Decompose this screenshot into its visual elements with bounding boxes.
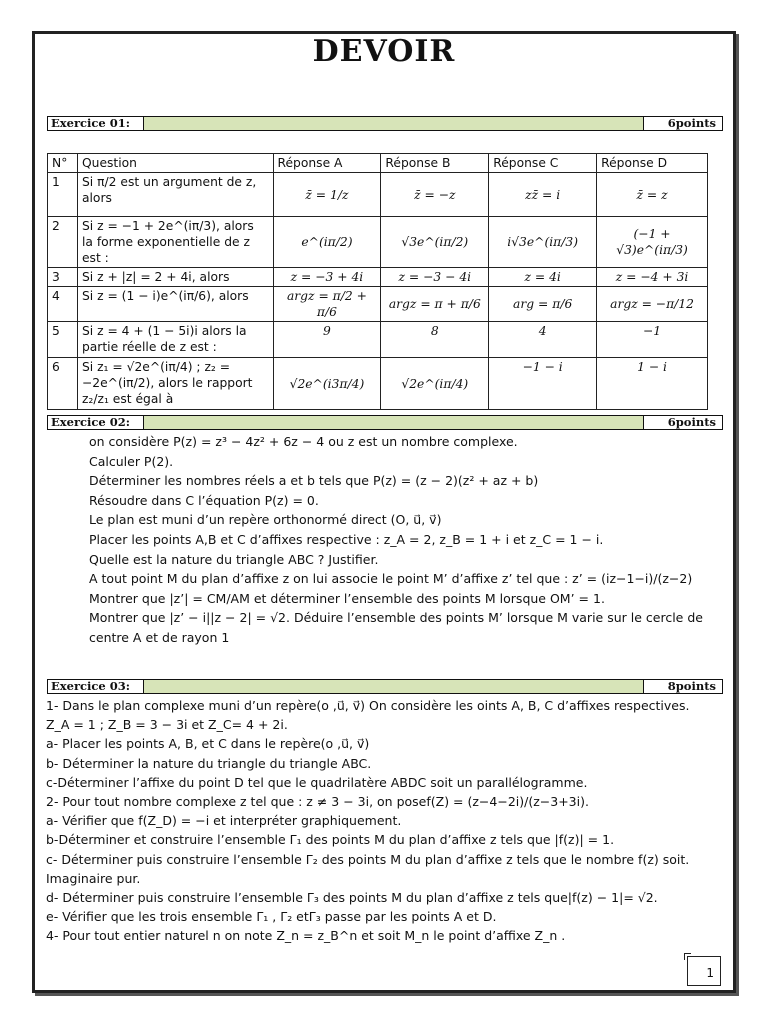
exercise-1-bar [144,117,644,130]
exercise-2-line: A tout point M du plan d’affixe z on lui associe le point M’ d’affixe z’ tel que : z’ = (iz−1−i)/(z−2) [89,571,693,587]
header-cell: Réponse C [489,154,597,173]
exercise-2-line: Montrer que |z’ − i||z − 2| = √2. Déduire l’ensemble des points M’ lorsque M varie sur le cercle de [89,610,703,626]
answer-a: 9 [273,322,381,358]
exercise-2-line: on considère P(z) = z³ − 4z² + 6z − 4 ou z est un nombre complexe. [89,434,518,449]
qcm-table [47,153,708,410]
exercise-1-header [47,116,723,131]
answer-a: z̄ = 1/z [273,173,381,217]
answer-c: zz̄ = i [489,173,597,217]
page-title: DEVOIR [312,34,456,69]
header-cell: Question [77,154,273,173]
row-number: 2 [48,217,78,268]
answer-c: arg = π/6 [489,287,597,322]
header-cell: Réponse B [381,154,489,173]
question-text: Si z = −1 + 2e^(iπ/3), alors la forme exponentielle de z est : [77,217,273,268]
exercise-3-label: Exercice 03: [48,680,144,693]
answer-b: 8 [381,322,489,358]
answer-c: z = 4i [489,268,597,287]
row-number: 1 [48,173,78,217]
exercise-2-header [47,415,723,430]
question-text: Si z = 4 + (1 − 5i)i alors la partie réelle de z est : [77,322,273,358]
exercise-3-line: 4- Pour tout entier naturel n on note Z_n = z_B^n et soit M_n le point d’affixe Z_n . [46,928,566,944]
answer-c: −1 − i [489,358,597,410]
exercise-2-line: Le plan est muni d’un repère orthonormé direct (O, u⃗, v⃗) [89,512,442,528]
exercise-3-line: 2- Pour tout nombre complexe z tel que : z ≠ 3 − 3i, on posef(Z) = (z−4−2i)/(z−3+3i). [46,794,589,810]
question-text: Si z = (1 − i)e^(iπ/6), alors [77,287,273,322]
exercise-1-label: Exercice 01: [48,117,144,130]
table-row [48,322,708,358]
header-cell: Réponse D [597,154,708,173]
exercise-3-line: a- Placer les points A, B, et C dans le repère(o ,u⃗, v⃗) [46,736,370,752]
exercise-3-line: Imaginaire pur. [46,870,141,886]
exercise-1-points: 6points [644,117,722,130]
exercise-2-points: 6points [644,416,722,429]
answer-d: (−1 + √3)e^(iπ/3) [597,217,708,268]
row-number: 5 [48,322,78,358]
exercise-3-line: c- Déterminer puis construire l’ensemble Γ₂ des points M du plan d’affixe z tels que le nombre f(z) soit. [46,851,690,867]
answer-c: 4 [489,322,597,358]
exercise-3-line: d- Déterminer puis construire l’ensemble Γ₃ des points M du plan d’affixe z tels que|f(z) − 1|= √2. [46,890,658,906]
answer-c: i√3e^(iπ/3) [489,217,597,268]
exercise-3-header [47,679,723,694]
answer-d: z̄ = z [597,173,708,217]
table-row [48,358,708,410]
exercise-3-line: a- Vérifier que f(Z_D) = −i et interpréter graphiquement. [46,813,402,829]
exercise-3-line: 1- Dans le plan complexe muni d’un repère(o ,u⃗, v⃗) On considère les oints A, B, C d’affixes respectives. [46,698,690,713]
exercise-3-line: b- Déterminer la nature du triangle du triangle ABC. [46,755,372,771]
exercise-3-line: Z_A = 1 ; Z_B = 3 − 3i et Z_C= 4 + 2i. [46,717,288,733]
page-number-box [687,956,721,986]
exercise-2-line: Montrer que |z’| = CM/AM et déterminer l’ensemble des points M lorsque OM’ = 1. [89,590,605,606]
exercise-2-bar [144,416,644,429]
table-row [48,217,708,268]
table-row [48,173,708,217]
answer-d: 1 − i [597,358,708,410]
exercise-3-bar [144,680,644,693]
answer-a: z = −3 + 4i [273,268,381,287]
exercise-2-line: Placer les points A,B et C d’affixes respective : z_A = 2, z_B = 1 + i et z_C = 1 − i. [89,531,604,547]
answer-d: argz = −π/12 [597,287,708,322]
table-row [48,287,708,322]
answer-b: √3e^(iπ/2) [381,217,489,268]
exercise-3-line: c-Déterminer l’affixe du point D tel que le quadrilatère ABDC soit un parallélogramme. [46,774,588,790]
header-cell: Réponse A [273,154,381,173]
exercise-2-label: Exercice 02: [48,416,144,429]
exercise-2-line: centre A et de rayon 1 [89,629,230,645]
exercise-3-body [46,696,736,946]
exercise-3-points: 8points [644,680,722,693]
row-number: 6 [48,358,78,410]
table-header-row [48,154,708,173]
question-text: Si π/2 est un argument de z, alors [77,173,273,217]
table-row [48,268,708,287]
exercise-2-line: Résoudre dans C l’équation P(z) = 0. [89,492,319,508]
answer-b: √2e^(iπ/4) [381,358,489,410]
exercise-2-line: Quelle est la nature du triangle ABC ? Justifier. [89,551,379,567]
answer-b: z̄ = −z [381,173,489,217]
exercise-2-line: Calculer P(2). [89,453,174,469]
answer-d: z = −4 + 3i [597,268,708,287]
header-cell: N° [48,154,78,173]
exercise-3-line: e- Vérifier que les trois ensemble Γ₁ , Γ₂ etΓ₃ passe par les points A et D. [46,909,497,925]
answer-d: −1 [597,322,708,358]
row-number: 4 [48,287,78,322]
question-text: Si z₁ = √2e^(iπ/4) ; z₂ = −2e^(iπ/2), alors le rapport z₂/z₁ est égal à [77,358,273,410]
question-text: Si z + |z| = 2 + 4i, alors [77,268,273,287]
answer-b: argz = π + π/6 [381,287,489,322]
exercise-2-body [89,432,729,648]
row-number: 3 [48,268,78,287]
answer-a: √2e^(i3π/4) [273,358,381,410]
answer-a: argz = π/2 + π/6 [273,287,381,322]
answer-a: e^(iπ/2) [273,217,381,268]
answer-b: z = −3 − 4i [381,268,489,287]
page-number: 1 [706,966,714,980]
exercise-3-line: b-Déterminer et construire l’ensemble Γ₁ des points M du plan d’affixe z tels que |f(z)| = 1. [46,832,615,848]
exercise-2-line: Déterminer les nombres réels a et b tels que P(z) = (z − 2)(z² + az + b) [89,473,539,489]
